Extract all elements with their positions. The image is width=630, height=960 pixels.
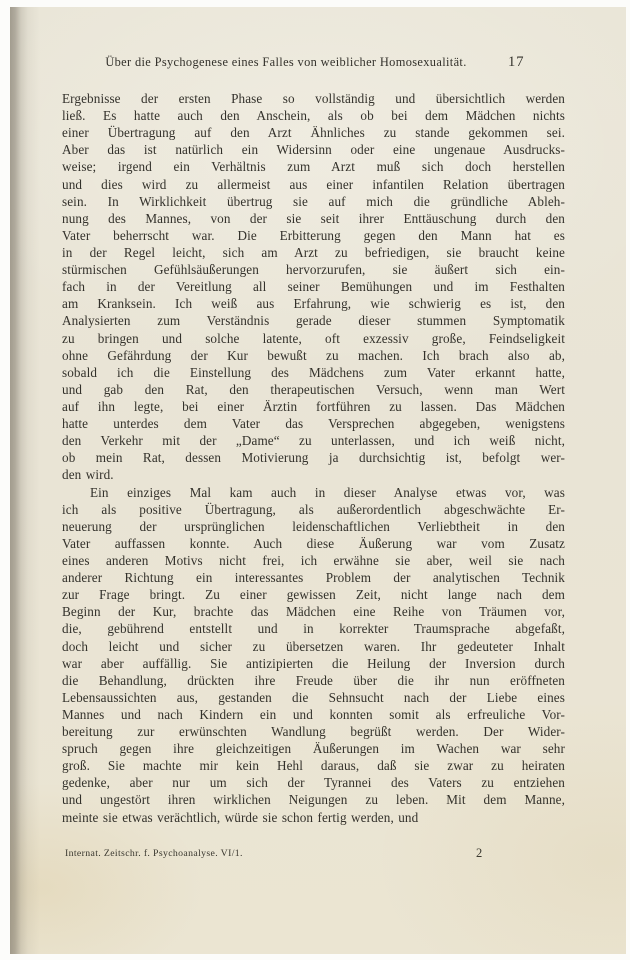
text-line: Analysierten zum Verständnis gerade dieser stummen Symptomatik	[62, 313, 565, 329]
text-line: eines anderen Motivs nicht frei, ich erwähne sie aber, weil sie nach	[62, 552, 565, 568]
text-line: meinte sie etwas verächtlich, würde sie schon fertig werden, und	[62, 809, 419, 825]
page-footer	[10, 848, 626, 864]
signature-mark: 2	[476, 846, 483, 860]
text-line: in der Regel leicht, sich am Arzt zu befriedigen, sie braucht keine	[62, 244, 565, 260]
text-line: und gab den Rat, den therapeutischen Versuch, wenn man Wert	[62, 381, 565, 397]
paragraph	[62, 484, 565, 826]
text-line: am Kranksein. Ich weiß aus Erfahrung, wie schwierig es ist, den	[62, 296, 565, 312]
text-line: neuerung der ursprünglichen leidenschaftlichen Verliebtheit in den	[62, 518, 565, 534]
text-line: hatte unterdes dem Vater das Versprechen abgegeben, wenigstens	[62, 416, 565, 432]
text-line: ich als positive Übertragung, als außerordentlich abgeschwächte Er-	[62, 501, 565, 517]
text-line: und dies wird zu allermeist aus einer infantilen Relation übertragen	[62, 176, 565, 192]
text-line: den wird.	[62, 467, 114, 483]
journal-imprint: Internat. Zeitschr. f. Psychoanalyse. VI/1.	[65, 848, 243, 859]
text-line: Beginn der Kur, brachte das Mädchen eine Reihe von Träumen vor,	[62, 604, 565, 620]
paragraph	[62, 90, 565, 484]
text-line: Mannes und nach Kindern ein und konnten somit als erfreuliche Vor-	[62, 706, 565, 722]
text-line: Ein einziges Mal kam auch in dieser Analyse etwas vor, was	[90, 484, 565, 500]
text-line: Ergebnisse der ersten Phase so vollständig und übersichtlich werden	[62, 91, 565, 106]
page-gutter-shadow	[10, 7, 40, 954]
text-line: ob mein Rat, dessen Motivierung ja durchsichtig ist, befolgt wer-	[62, 450, 565, 466]
text-line: gedenke, aber nur um sich der Tyrannei des Vaters zu entziehen	[62, 775, 565, 791]
text-line: ließ. Es hatte auch den Anschein, als ob bei dem Mädchen nichts	[62, 108, 565, 124]
text-line: einer Übertragung auf den Arzt Ähnliches zu stande gekommen sei.	[62, 125, 565, 141]
text-line: doch leicht und sicher zu übersetzen waren. Ihr gedeuteter Inhalt	[62, 638, 565, 654]
text-line: spruch gegen ihre gleichzeitigen Äußerungen im Wachen war sehr	[62, 741, 565, 757]
text-line: fach in der Vereitlung all seiner Bemühungen und im Festhalten	[62, 279, 565, 295]
book-page	[10, 7, 626, 954]
text-line: den Verkehr mit der „Dame“ zu unterlassen, und ich weiß nicht,	[62, 433, 565, 449]
text-line: sobald ich die Einstellung des Mädchens zum Vater erkannt hatte,	[62, 364, 565, 380]
text-line: bereitung zur erwünschten Wandlung begrüßt werden. Der Wider-	[62, 724, 565, 740]
text-line: weise; irgend ein Verhältnis zum Arzt muß sich doch herstellen	[62, 159, 565, 175]
running-header-title: Über die Psychogenese eines Falles von weiblicher Homosexualität.	[105, 55, 467, 69]
text-line: Vater auffassen konnte. Auch diese Äußerung war vom Zusatz	[62, 535, 565, 551]
text-line: nung des Mannes, von der sie seit ihrer Enttäuschung durch den	[62, 210, 565, 226]
text-line: anderer Richtung ein interessantes Problem der analytischen Technik	[62, 570, 565, 586]
text-line: die Behandlung, drückten ihre Freude über die ihr nun eröffneten	[62, 672, 565, 688]
text-line: zu bringen und solche latente, oft exzessiv große, Feindseligkeit	[62, 330, 565, 346]
body-text	[62, 90, 565, 826]
text-line: auf ihn legte, bei einer Ärztin fortführen zu lassen. Das Mädchen	[62, 398, 565, 414]
text-line: war aber auffällig. Sie antizipierten die Heilung der Inversion durch	[62, 655, 565, 671]
running-header	[10, 55, 626, 73]
text-line: groß. Sie machte mir kein Hehl daraus, daß sie zwar zu heiraten	[62, 758, 565, 774]
text-line: Vater beherrscht war. Die Erbitterung gegen den Mann hat es	[62, 227, 565, 243]
text-line: Aber das ist natürlich ein Widersinn oder eine ungenaue Ausdrucks-	[62, 142, 565, 158]
text-line: stürmischen Gefühlsäußerungen hervorzurufen, sie äußert sich ein-	[62, 262, 565, 278]
page-number: 17	[508, 54, 525, 70]
text-line: ohne Gefährdung der Kur bewußt zu machen. Ich brach also ab,	[62, 347, 565, 363]
text-line: sein. In Wirklichkeit übertrug sie auf mich die gründliche Ableh-	[62, 193, 565, 209]
text-line: Lebensaussichten aus, gestanden die Sehnsucht nach der Liebe eines	[62, 689, 565, 705]
text-line: zur Frage bringt. Zu einer gewissen Zeit, nicht lange nach dem	[62, 587, 565, 603]
text-line: die, gebührend entstellt und in korrekter Traumsprache abgefaßt,	[62, 621, 565, 637]
text-line: und ungestört ihren wirklichen Neigungen zu leben. Mit dem Manne,	[62, 792, 565, 808]
